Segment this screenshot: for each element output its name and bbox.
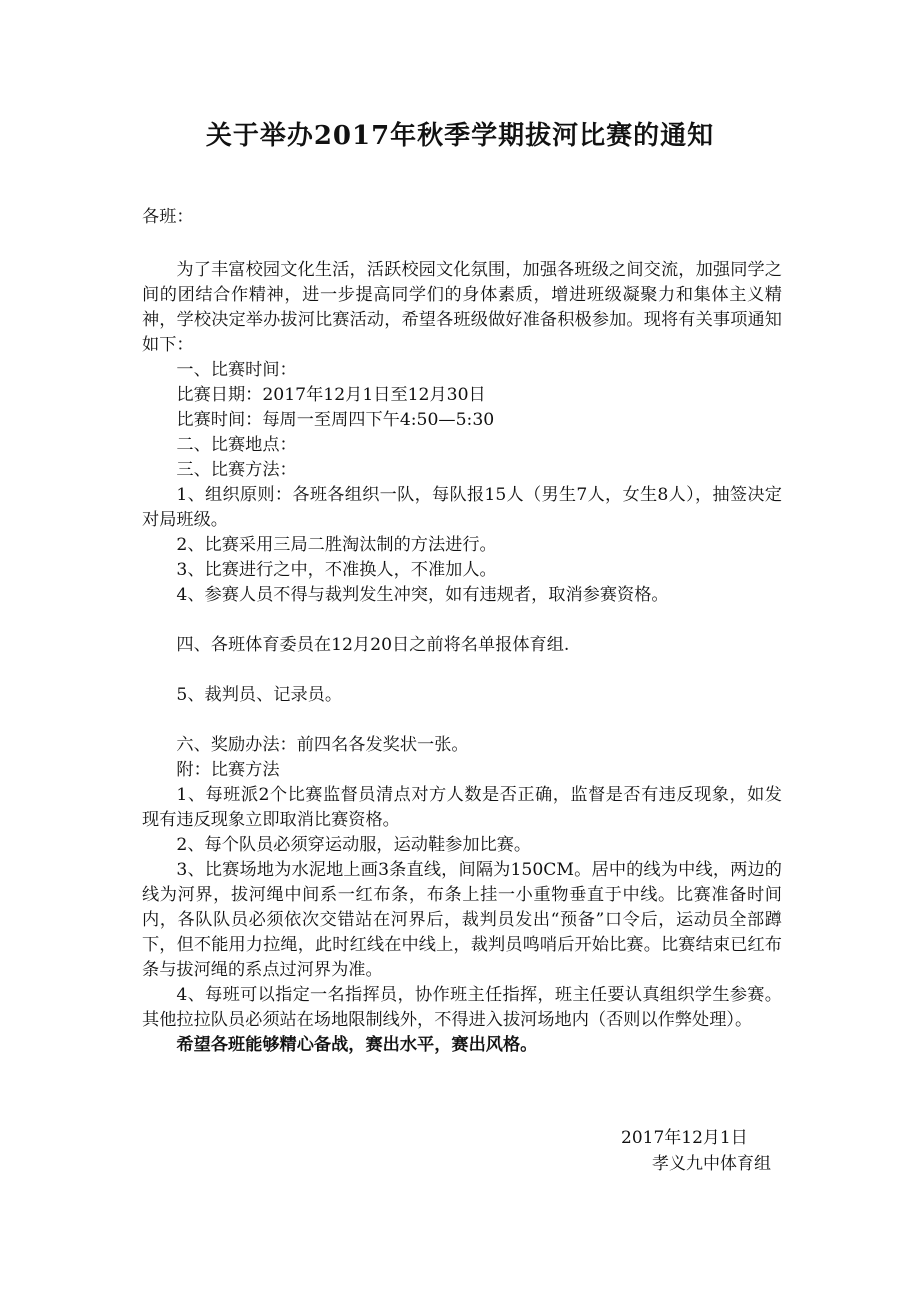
method-item-1: 1、组织原则：各班各组织一队，每队报15人（男生7人，女生8人），抽签决定对局班级。	[142, 485, 782, 530]
salutation: 各班：	[142, 207, 194, 227]
section4-text: 四、各班体育委员在12月20日之前将名单报体育组.	[176, 635, 570, 655]
appendix-item-3: 3、比赛场地为水泥地上画3条直线，间隔为150CM。居中的线为中线，两边的线为河界，拔河绳中间系一红布条，布条上挂一小重物垂直于中线。比赛准备时间内，各队队员必须依次交错站在河界后，裁判员发出“预备”口令后，运动员全部蹲下，但不能用力拉绳，此时红线在中线上，裁判员鸣哨后开始比赛。比赛结束已红布条与拔河绳的系点过河界为准。	[142, 860, 782, 980]
signature-date: 2017年12月1日	[621, 1128, 748, 1148]
appendix-item-2: 2、每个队员必须穿运动服，运动鞋参加比赛。	[176, 835, 532, 855]
match-date: 比赛日期：2017年12月1日至12月30日	[176, 385, 486, 405]
method-item-2: 2、比赛采用三局二胜淘汰制的方法进行。	[176, 535, 497, 555]
section3-heading: 三、比赛方法：	[176, 460, 297, 480]
intro-paragraph: 为了丰富校园文化生活，活跃校园文化氛围，加强各班级之间交流，加强同学之间的团结合作精神，进一步提高同学们的身体素质，增进班级凝聚力和集体主义精神，学校决定举办拔河比赛活动，希望各班级做好准备积极参加。现将有关事项通知如下：	[142, 260, 782, 355]
method-item-4: 4、参赛人员不得与裁判发生冲突，如有违规者，取消参赛资格。	[176, 585, 669, 605]
section2-heading: 二、比赛地点：	[176, 435, 297, 455]
appendix-item-4: 4、每班可以指定一名指挥员，协作班主任指挥，班主任要认真组织学生参赛。其他拉拉队员必须站在场地限制线外，不得进入拔河场地内（否则以作弊处理）。	[142, 985, 782, 1030]
notice-title: 关于举办2017年秋季学期拔河比赛的通知	[205, 121, 715, 151]
section6-text: 六、奖励办法：前四名各发奖状一张。	[176, 735, 469, 755]
appendix-item-1: 1、每班派2个比赛监督员清点对方人数是否正确，监督是否有违反现象，如发现有违反现象立即取消比赛资格。	[142, 785, 782, 830]
signature-org: 孝义九中体育组	[652, 1154, 771, 1174]
method-item-3: 3、比赛进行之中，不准换人，不准加人。	[176, 560, 497, 580]
section5-text: 5、裁判员、记录员。	[176, 685, 343, 705]
appendix-heading: 附：比赛方法	[176, 760, 280, 780]
section1-heading: 一、比赛时间：	[176, 360, 297, 380]
closing-line: 希望各班能够精心备战，赛出水平，赛出风格。	[176, 1035, 538, 1055]
notice-body	[142, 205, 782, 1058]
match-time: 比赛时间：每周一至周四下午4:50—5:30	[176, 410, 495, 430]
